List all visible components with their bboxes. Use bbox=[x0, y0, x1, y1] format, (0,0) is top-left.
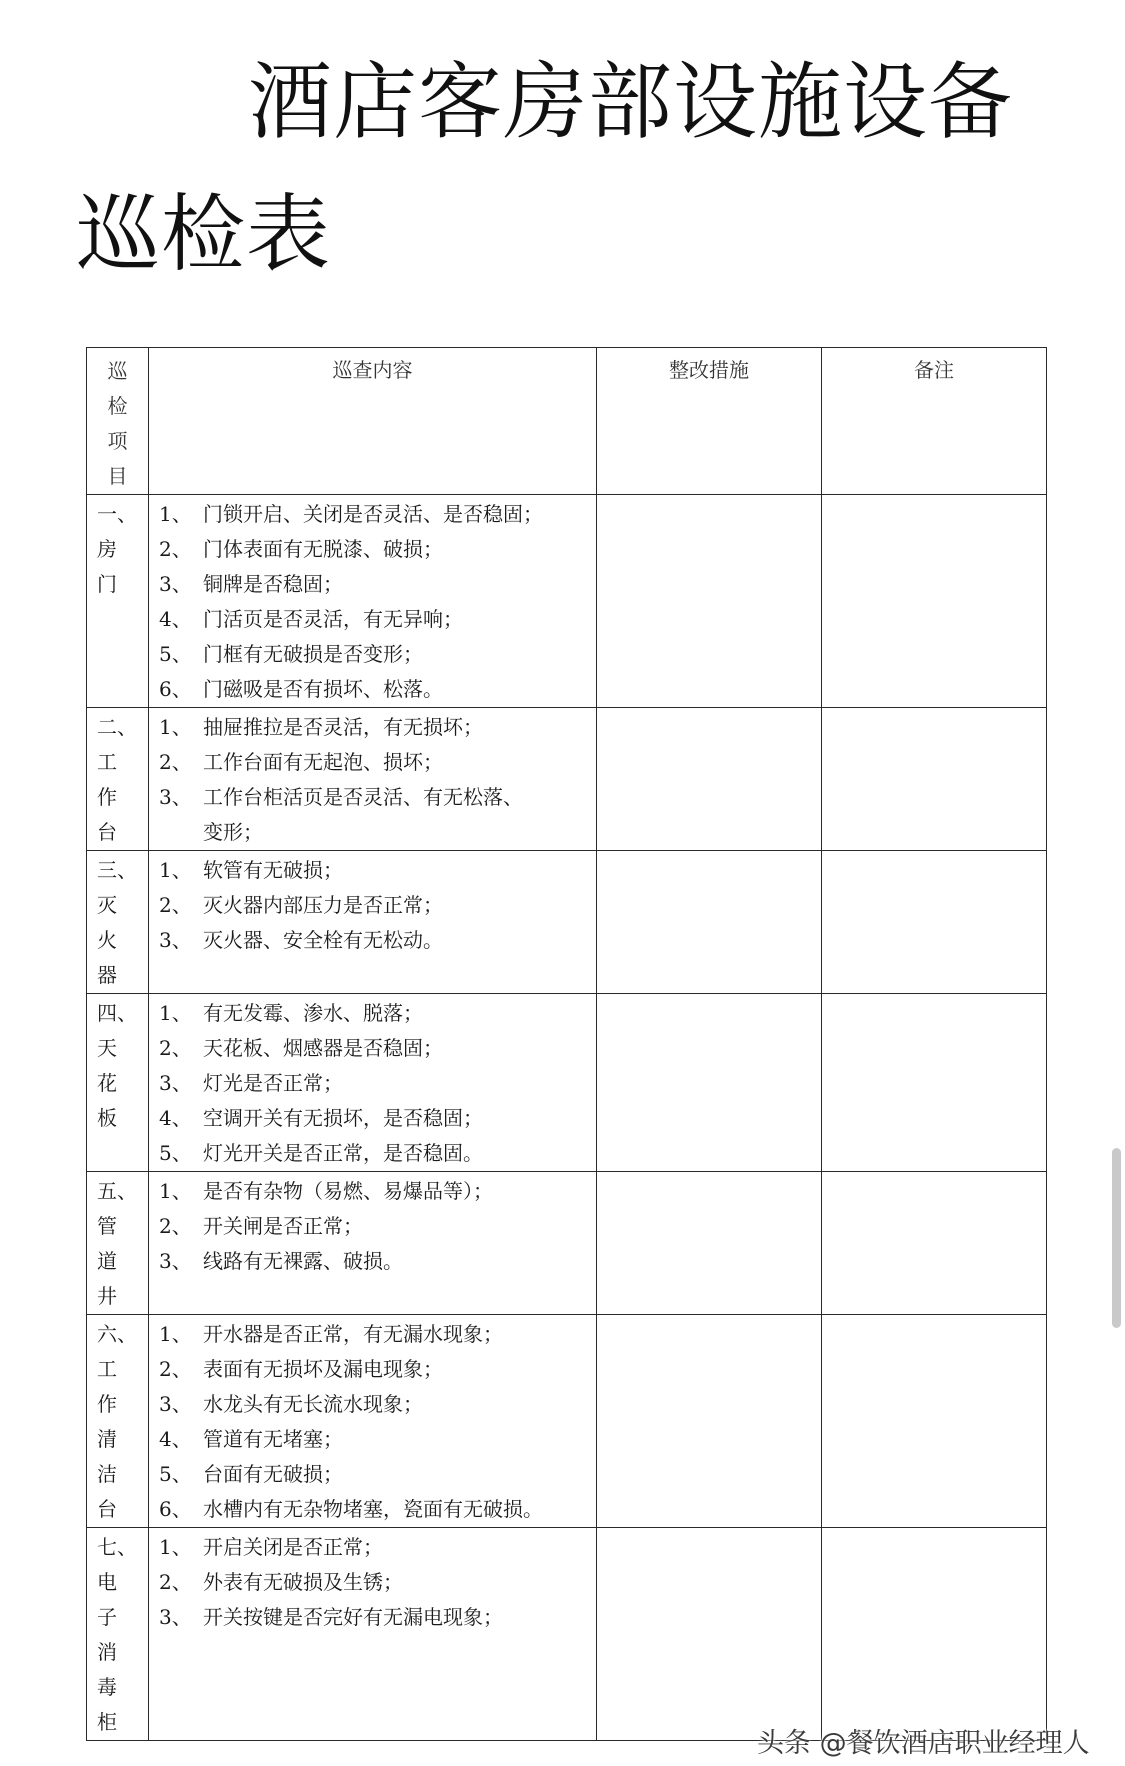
table-row bbox=[87, 495, 1047, 708]
inspection-item-char: 台 bbox=[97, 820, 117, 844]
content-line-number: 1、 bbox=[159, 1322, 192, 1346]
content-line-number: 2、 bbox=[159, 893, 192, 917]
inspection-content-line bbox=[159, 532, 596, 567]
content-line-text: 门体表面有无脱漆、破损； bbox=[203, 537, 443, 561]
inspection-content-line bbox=[159, 637, 596, 672]
remarks-cell[interactable] bbox=[822, 851, 1047, 994]
content-line-text: 门活页是否灵活，有无异响； bbox=[203, 607, 463, 631]
inspection-content-line bbox=[159, 1031, 596, 1066]
inspection-item-char: 洁 bbox=[97, 1462, 117, 1486]
content-line-number: 2、 bbox=[159, 1214, 192, 1238]
content-line-text: 水龙头有无长流水现象； bbox=[203, 1392, 423, 1416]
table-row bbox=[87, 851, 1047, 994]
content-line-number bbox=[159, 815, 203, 850]
table-row bbox=[87, 1172, 1047, 1315]
inspection-item-char: 二、 bbox=[97, 715, 137, 739]
header-corrective-measures: 整改措施 bbox=[597, 348, 822, 495]
table-row bbox=[87, 1528, 1047, 1741]
inspection-content-cell bbox=[149, 1172, 597, 1315]
table-body bbox=[87, 495, 1047, 1741]
inspection-content-line bbox=[159, 1492, 596, 1527]
inspection-content-line bbox=[159, 853, 596, 888]
remarks-cell[interactable] bbox=[822, 708, 1047, 851]
inspection-content-line bbox=[159, 1457, 596, 1492]
content-line-text: 水槽内有无杂物堵塞，瓷面有无破损。 bbox=[203, 1497, 543, 1521]
remarks-cell[interactable] bbox=[822, 1528, 1047, 1741]
content-line-text: 灭火器内部压力是否正常； bbox=[203, 893, 443, 917]
inspection-content-cell bbox=[149, 1528, 597, 1741]
content-line-number: 1、 bbox=[159, 1535, 192, 1559]
content-line-number: 2、 bbox=[159, 1570, 192, 1594]
inspection-content-line bbox=[159, 923, 596, 958]
inspection-item-char: 子 bbox=[97, 1605, 117, 1629]
inspection-content-line bbox=[159, 1600, 596, 1635]
inspection-content-cell bbox=[149, 1315, 597, 1528]
content-line-number: 5、 bbox=[159, 1141, 192, 1165]
content-line-text: 灭火器、安全栓有无松动。 bbox=[203, 928, 443, 952]
inspection-item-char: 道 bbox=[97, 1249, 117, 1273]
header-item-char: 巡 bbox=[107, 359, 128, 383]
inspection-content-line bbox=[159, 745, 596, 780]
inspection-item-char: 一、 bbox=[97, 502, 137, 526]
content-line-number: 4、 bbox=[159, 1427, 192, 1451]
content-line-number: 1、 bbox=[159, 1179, 192, 1203]
inspection-content-line bbox=[159, 1101, 596, 1136]
header-item-char: 检 bbox=[107, 394, 128, 418]
content-line-number: 3、 bbox=[159, 1071, 192, 1095]
inspection-content-cell bbox=[149, 708, 597, 851]
inspection-content-cell bbox=[149, 851, 597, 994]
header-inspection-content: 巡查内容 bbox=[149, 348, 597, 495]
inspection-item-char: 四、 bbox=[97, 1001, 137, 1025]
inspection-item-char: 清 bbox=[97, 1427, 117, 1451]
corrective-measures-cell[interactable] bbox=[597, 1172, 822, 1315]
content-line-number: 1、 bbox=[159, 1001, 192, 1025]
inspection-content-line bbox=[159, 1209, 596, 1244]
remarks-cell[interactable] bbox=[822, 495, 1047, 708]
header-remarks: 备注 bbox=[822, 348, 1047, 495]
content-line-number: 2、 bbox=[159, 750, 192, 774]
inspection-item-char: 工 bbox=[97, 750, 117, 774]
inspection-content-line bbox=[159, 888, 596, 923]
inspection-item-char: 台 bbox=[97, 1497, 117, 1521]
table-row bbox=[87, 1315, 1047, 1528]
inspection-content-cell bbox=[149, 495, 597, 708]
inspection-content-line bbox=[159, 1565, 596, 1600]
inspection-content-line bbox=[159, 672, 596, 707]
inspection-content-line bbox=[159, 996, 596, 1031]
inspection-item-char: 工 bbox=[97, 1357, 117, 1381]
inspection-item-char: 六、 bbox=[97, 1322, 137, 1346]
inspection-content-line bbox=[159, 1136, 596, 1171]
content-line-number: 3、 bbox=[159, 928, 192, 952]
content-line-text: 软管有无破损； bbox=[203, 858, 343, 882]
corrective-measures-cell[interactable] bbox=[597, 994, 822, 1172]
corrective-measures-cell[interactable] bbox=[597, 851, 822, 994]
inspection-item-cell bbox=[87, 1528, 149, 1741]
content-line-text: 管道有无堵塞； bbox=[203, 1427, 343, 1451]
content-line-text: 是否有杂物（易燃、易爆品等）； bbox=[203, 1179, 493, 1203]
header-item-char: 项 bbox=[107, 429, 128, 453]
inspection-item-char: 板 bbox=[97, 1106, 117, 1130]
header-item-char: 目 bbox=[107, 464, 128, 488]
content-line-text: 外表有无破损及生锈； bbox=[203, 1570, 403, 1594]
inspection-content-line bbox=[159, 567, 596, 602]
content-line-number: 3、 bbox=[159, 1392, 192, 1416]
inspection-item-char: 门 bbox=[97, 572, 117, 596]
table-row bbox=[87, 708, 1047, 851]
content-line-text: 开启关闭是否正常； bbox=[203, 1535, 383, 1559]
content-line-number: 5、 bbox=[159, 642, 192, 666]
inspection-item-char: 花 bbox=[97, 1071, 117, 1095]
content-line-text: 开水器是否正常，有无漏水现象； bbox=[203, 1322, 503, 1346]
inspection-item-cell bbox=[87, 994, 149, 1172]
content-line-text: 空调开关有无损坏，是否稳固； bbox=[203, 1106, 483, 1130]
content-line-text: 台面有无破损； bbox=[203, 1462, 343, 1486]
inspection-content-line bbox=[159, 780, 596, 815]
content-line-text: 有无发霉、渗水、脱落； bbox=[203, 1001, 423, 1025]
table-row bbox=[87, 994, 1047, 1172]
content-line-text: 开关按键是否完好有无漏电现象； bbox=[203, 1605, 503, 1629]
content-line-text: 门框有无破损是否变形； bbox=[203, 642, 423, 666]
inspection-item-char: 柜 bbox=[97, 1710, 117, 1734]
inspection-content-line bbox=[159, 602, 596, 637]
content-line-text: 门锁开启、关闭是否灵活、是否稳固； bbox=[203, 502, 543, 526]
inspection-table bbox=[86, 347, 1047, 1741]
content-line-text: 表面有无损坏及漏电现象； bbox=[203, 1357, 443, 1381]
content-line-text: 线路有无裸露、破损。 bbox=[203, 1249, 403, 1273]
content-line-number: 4、 bbox=[159, 1106, 192, 1130]
inspection-item-cell bbox=[87, 851, 149, 994]
content-line-text: 抽屉推拉是否灵活，有无损坏； bbox=[203, 715, 483, 739]
content-line-text: 天花板、烟感器是否稳固； bbox=[203, 1036, 443, 1060]
corrective-measures-cell[interactable] bbox=[597, 495, 822, 708]
corrective-measures-cell[interactable] bbox=[597, 1528, 822, 1741]
inspection-item-char: 七、 bbox=[97, 1535, 137, 1559]
content-line-number: 2、 bbox=[159, 1357, 192, 1381]
inspection-item-char: 五、 bbox=[97, 1179, 137, 1203]
inspection-item-cell bbox=[87, 1172, 149, 1315]
content-line-number: 2、 bbox=[159, 537, 192, 561]
inspection-content-line bbox=[159, 1530, 596, 1565]
content-line-number: 2、 bbox=[159, 1036, 192, 1060]
content-line-number: 6、 bbox=[159, 677, 192, 701]
inspection-content-line bbox=[159, 1174, 596, 1209]
scrollbar[interactable] bbox=[1112, 1148, 1121, 1328]
content-line-text: 门磁吸是否有损坏、松落。 bbox=[203, 677, 443, 701]
content-line-text: 灯光开关是否正常，是否稳固。 bbox=[203, 1141, 483, 1165]
content-line-number: 3、 bbox=[159, 785, 192, 809]
inspection-content-line bbox=[159, 815, 596, 850]
content-line-text: 工作台柜活页是否灵活、有无松落、 bbox=[203, 785, 523, 809]
table-header-row bbox=[87, 348, 1047, 495]
inspection-content-line bbox=[159, 497, 596, 532]
content-line-number: 3、 bbox=[159, 572, 192, 596]
inspection-item-char: 天 bbox=[97, 1036, 117, 1060]
content-line-text: 变形； bbox=[203, 820, 263, 844]
remarks-cell[interactable] bbox=[822, 994, 1047, 1172]
inspection-item-cell bbox=[87, 708, 149, 851]
content-line-text: 铜牌是否稳固； bbox=[203, 572, 343, 596]
content-line-number: 3、 bbox=[159, 1605, 192, 1629]
inspection-content-line bbox=[159, 710, 596, 745]
corrective-measures-cell[interactable] bbox=[597, 708, 822, 851]
inspection-item-char: 消 bbox=[97, 1640, 117, 1664]
content-line-number: 4、 bbox=[159, 607, 192, 631]
inspection-content-line bbox=[159, 1317, 596, 1352]
page-title: 酒店客房部设施设备巡检表 bbox=[76, 53, 1014, 283]
remarks-cell[interactable] bbox=[822, 1172, 1047, 1315]
remarks-cell[interactable] bbox=[822, 1315, 1047, 1528]
watermark: 头条 @餐饮酒店职业经理人 bbox=[757, 1728, 1090, 1759]
inspection-item-char: 毒 bbox=[97, 1675, 117, 1699]
content-line-number: 1、 bbox=[159, 858, 192, 882]
content-line-number: 1、 bbox=[159, 502, 192, 526]
inspection-item-char: 作 bbox=[97, 785, 117, 809]
inspection-item-char: 房 bbox=[97, 537, 117, 561]
inspection-content-line bbox=[159, 1244, 596, 1279]
inspection-content-line bbox=[159, 1066, 596, 1101]
inspection-content-line bbox=[159, 1422, 596, 1457]
content-line-number: 6、 bbox=[159, 1497, 192, 1521]
content-line-text: 工作台面有无起泡、损坏； bbox=[203, 750, 443, 774]
inspection-item-char: 电 bbox=[97, 1570, 117, 1594]
inspection-item-char: 灭 bbox=[97, 893, 117, 917]
inspection-item-cell bbox=[87, 495, 149, 708]
content-line-number: 1、 bbox=[159, 715, 192, 739]
content-line-number: 5、 bbox=[159, 1462, 192, 1486]
content-line-number: 3、 bbox=[159, 1249, 192, 1273]
inspection-item-char: 作 bbox=[97, 1392, 117, 1416]
content-line-text: 灯光是否正常； bbox=[203, 1071, 343, 1095]
inspection-content-line bbox=[159, 1387, 596, 1422]
content-line-text: 开关闸是否正常； bbox=[203, 1214, 363, 1238]
inspection-item-char: 火 bbox=[97, 928, 117, 952]
header-inspection-item bbox=[87, 348, 149, 495]
inspection-item-char: 三、 bbox=[97, 858, 137, 882]
inspection-item-cell bbox=[87, 1315, 149, 1528]
inspection-item-char: 器 bbox=[97, 963, 117, 987]
inspection-content-cell bbox=[149, 994, 597, 1172]
corrective-measures-cell[interactable] bbox=[597, 1315, 822, 1528]
inspection-content-line bbox=[159, 1352, 596, 1387]
inspection-item-char: 井 bbox=[97, 1284, 117, 1308]
inspection-item-char: 管 bbox=[97, 1214, 117, 1238]
